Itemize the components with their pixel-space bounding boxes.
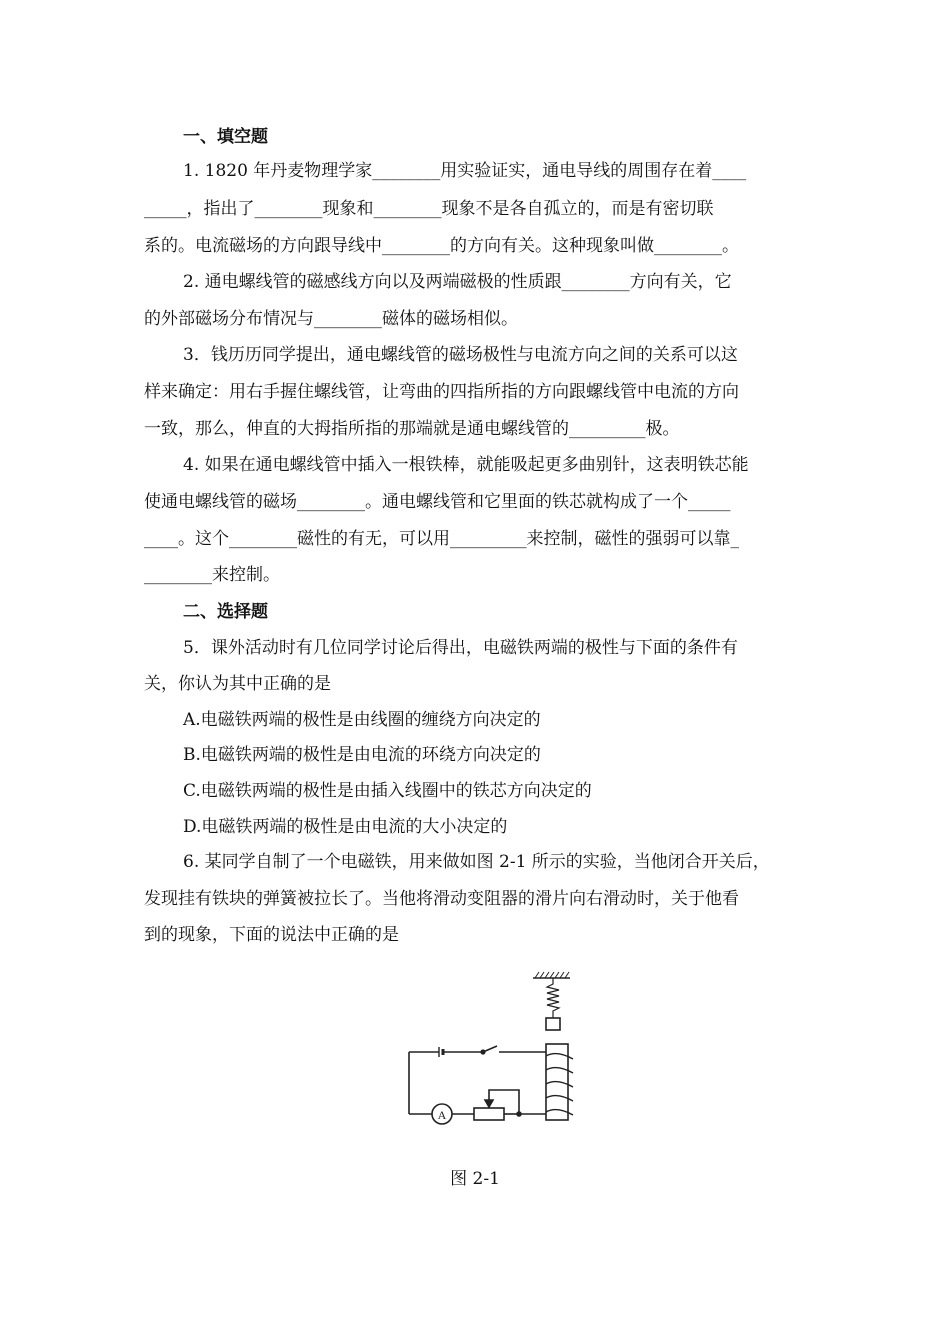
switch-blade: [483, 1046, 497, 1052]
q6-line2: 发现挂有铁块的弹簧被拉长了。当他将滑动变阻器的滑片向右滑动时，关于他看: [144, 889, 739, 909]
q1-line1: 1. 1820 年丹麦物理学家________用实验证实，通电导线的周围存在着____: [183, 161, 747, 181]
iron-block: [546, 1018, 560, 1030]
q6-line1: 6. 某同学自制了一个电磁铁，用来做如图 2-1 所示的实验，当他闭合开关后，: [183, 852, 770, 872]
q5-line2: 关，你认为其中正确的是: [144, 674, 331, 694]
q5-line1: 5．课外活动时有几位同学讨论后得出，电磁铁两端的极性与下面的条件有: [183, 638, 738, 658]
q4-line1: 4. 如果在通电螺线管中插入一根铁棒，就能吸起更多曲别针，这表明铁芯能: [183, 455, 749, 475]
q6-line3: 到的现象，下面的说法中正确的是: [144, 925, 399, 945]
rheostat-resistor: [474, 1108, 504, 1120]
q5-option-b: B.电磁铁两端的极性是由电流的环绕方向决定的: [183, 745, 541, 765]
q3-line3: 一致，那么，伸直的大拇指所指的那端就是通电螺线管的_________极。: [144, 419, 680, 439]
q3-line2: 样来确定：用右手握住螺线管，让弯曲的四指所指的方向跟螺线管中电流的方向: [144, 382, 739, 402]
figure-caption: 图 2-1: [450, 1169, 500, 1189]
q5-option-c: C.电磁铁两端的极性是由插入线圈中的铁芯方向决定的: [183, 781, 592, 801]
solenoid-coil: [546, 1054, 573, 1115]
q3-line1: 3．钱历历同学提出，通电螺线管的磁场极性与电流方向之间的关系可以这: [183, 345, 738, 365]
spring: [547, 978, 559, 1018]
q1-line2: _____，指出了________现象和________现象不是各自孤立的，而是有密切联: [144, 199, 714, 219]
q1-line3: 系的。电流磁场的方向跟导线中________的方向有关。这种现象叫做________。: [144, 236, 739, 256]
circuit-figure: [395, 958, 595, 1140]
q5-option-a: A.电磁铁两端的极性是由线圈的缠绕方向决定的: [183, 710, 541, 730]
q4-line4: ________来控制。: [144, 565, 280, 585]
q2-line1: 2. 通电螺线管的磁感线方向以及两端磁极的性质跟________方向有关，它: [183, 272, 732, 292]
ceiling-hatching: [535, 972, 569, 978]
q2-line2: 的外部磁场分布情况与________磁体的磁场相似。: [144, 309, 518, 329]
section2-title: 二、选择题: [183, 602, 268, 622]
q4-line3: ____。这个________磁性的有无，可以用_________来控制，磁性的强弱可以靠_: [144, 529, 739, 549]
section1-title: 一、填空题: [183, 127, 268, 147]
q5-option-d: D.电磁铁两端的极性是由电流的大小决定的: [183, 817, 508, 837]
q4-line2: 使通电螺线管的磁场________。通电螺线管和它里面的铁芯就构成了一个_____: [144, 492, 731, 512]
rheostat-slider-arrow: [485, 1100, 493, 1107]
ammeter-label: A: [437, 1108, 447, 1122]
